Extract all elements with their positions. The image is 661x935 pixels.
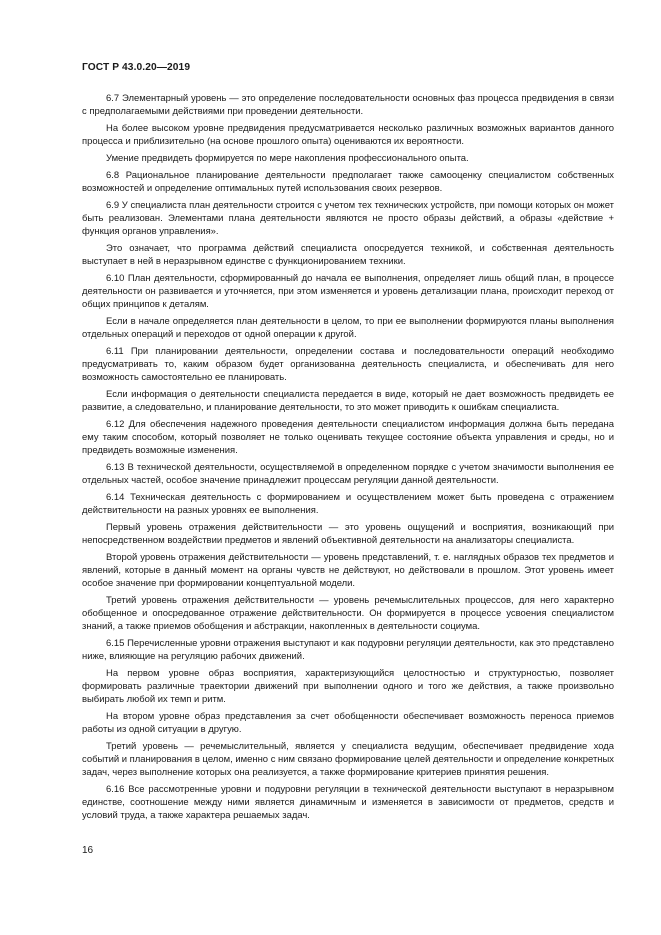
paragraph-6-15: 6.15 Перечисленные уровни отражения выступают и как подуровни регуляции деятельности, как это представлено ниже, влияющие на регуляцию рабочих движений. (82, 637, 614, 662)
document-body (82, 93, 614, 827)
paragraph-6-9: 6.9 У специалиста план деятельности строится с учетом тех технических устройств, при помощи которых он может быть реализован. Элементами плана деятельности являются не просто образы действий, а образы «действие + функция органов управления». (82, 200, 614, 237)
paragraph-6-8: 6.8 Рациональное планирование деятельности предполагает также самооценку специалистом собственных возможностей и определение оптимальных путей использования своих резервов. (82, 170, 614, 194)
paragraph: Если в начале определяется план деятельности в целом, то при ее выполнении формируются планы выполнения отдельных операций и переходов от одной операции к другой. (82, 315, 614, 340)
paragraph: Умение предвидеть формируется по мере накопления профессионального опыта. (106, 153, 469, 164)
paragraph-6-7: 6.7 Элементарный уровень — это определение последовательности основных фаз процесса предвидения в связи с предполагаемыми действиями при проведении деятельности. (82, 93, 614, 117)
paragraph: Третий уровень — речемыслительный, является у специалиста ведущим, обеспечивает предвидение хода событий и планирования в целом, именно с ним связано формирование целей деятельности и определение конкретных задач, через выполнение которых она реализуется, а также формирование критериев принятия решения. (82, 740, 614, 778)
paragraph: На втором уровне образ представления за счет обобщенности обеспечивает возможность переноса приемов работы из одной ситуации в другую. (82, 710, 614, 735)
document-header: ГОСТ Р 43.0.20—2019 (82, 62, 191, 73)
paragraph-6-13: 6.13 В технической деятельности, осуществляемой в определенном порядке с учетом значимости выполнения ее отдельных частей, особое значение принадлежит процессам регуляции данной деятельности. (82, 461, 614, 486)
paragraph: На первом уровне образ восприятия, характеризующийся целостностью и структурностью, позволяет формировать различные траектории движений при выполнении одного и того же действия, а также произвольно выбирать любой их темп и ритм. (82, 667, 614, 705)
paragraph-6-10: 6.10 План деятельности, сформированный до начала ее выполнения, определяет лишь общий план, в процессе деятельности он развивается и уточняется, при этом изменяется и уровень детализации плана, происходит переход от общих принципов к деталям. (82, 273, 614, 310)
paragraph: Второй уровень отражения действительности — уровень представлений, т. е. наглядных образов тех предметов и явлений, которые в данный момент на органы чувств не действуют, но действовали в прошлом. Этот уровень имеет особое значение при формировании концептуальной модели. (82, 551, 614, 589)
paragraph-6-12: 6.12 Для обеспечения надежного проведения деятельности специалистом информация должна быть передана ему таким способом, который позволяет не только оценивать текущее состояние объекта управления и среды, но и предвидеть возможные изменения. (82, 418, 614, 456)
paragraph: Если информация о деятельности специалиста передается в виде, который не дает возможность предвидеть ее развитие, а следовательно, и планирование деятельности, то это может приводить к ошибкам специалиста. (82, 388, 614, 413)
page-number: 16 (82, 845, 94, 856)
paragraph-6-11: 6.11 При планировании деятельности, определении состава и последовательности операций необходимо предусматривать то, каким образом будет организованна деятельность специалиста, и обеспечивать для него возможность самостоятельно ее планировать. (82, 345, 614, 383)
paragraph: На более высоком уровне предвидения предусматривается несколько различных возможных вариантов данного процесса и приблизительно (на основе прошлого опыта) оцениваются их вероятности. (82, 123, 614, 147)
paragraph: Третий уровень отражения действительности — уровень речемыслительных процессов, для него характерно обобщенное и опосредованное отражение действительности. Он формируется в процессе усвоения специалистом знаний, а также приемов обобщения и абстракции, накопленных в деятельности социума. (82, 594, 614, 632)
paragraph: Это означает, что программа действий специалиста опосредуется техникой, и собственная деятельность выступает в ней в неразрывном единстве с функционированием техники. (82, 243, 614, 267)
paragraph: Первый уровень отражения действительности — это уровень ощущений и восприятия, возникающий при непосредственном воздействии предметов и явлений объективной деятельности на анализаторы специалиста. (82, 521, 614, 546)
paragraph-6-14: 6.14 Техническая деятельность с формированием и осуществлением может быть проведена с отражением действительности на разных уровнях ее выполнения. (82, 491, 614, 516)
paragraph-6-16: 6.16 Все рассмотренные уровни и подуровни регуляции в технической деятельности выступают в неразрывном единстве, соотношение между ними является динамичным и изменяется в зависимости от предметов, средств и условий труда, а также характера решаемых задач. (82, 783, 614, 821)
